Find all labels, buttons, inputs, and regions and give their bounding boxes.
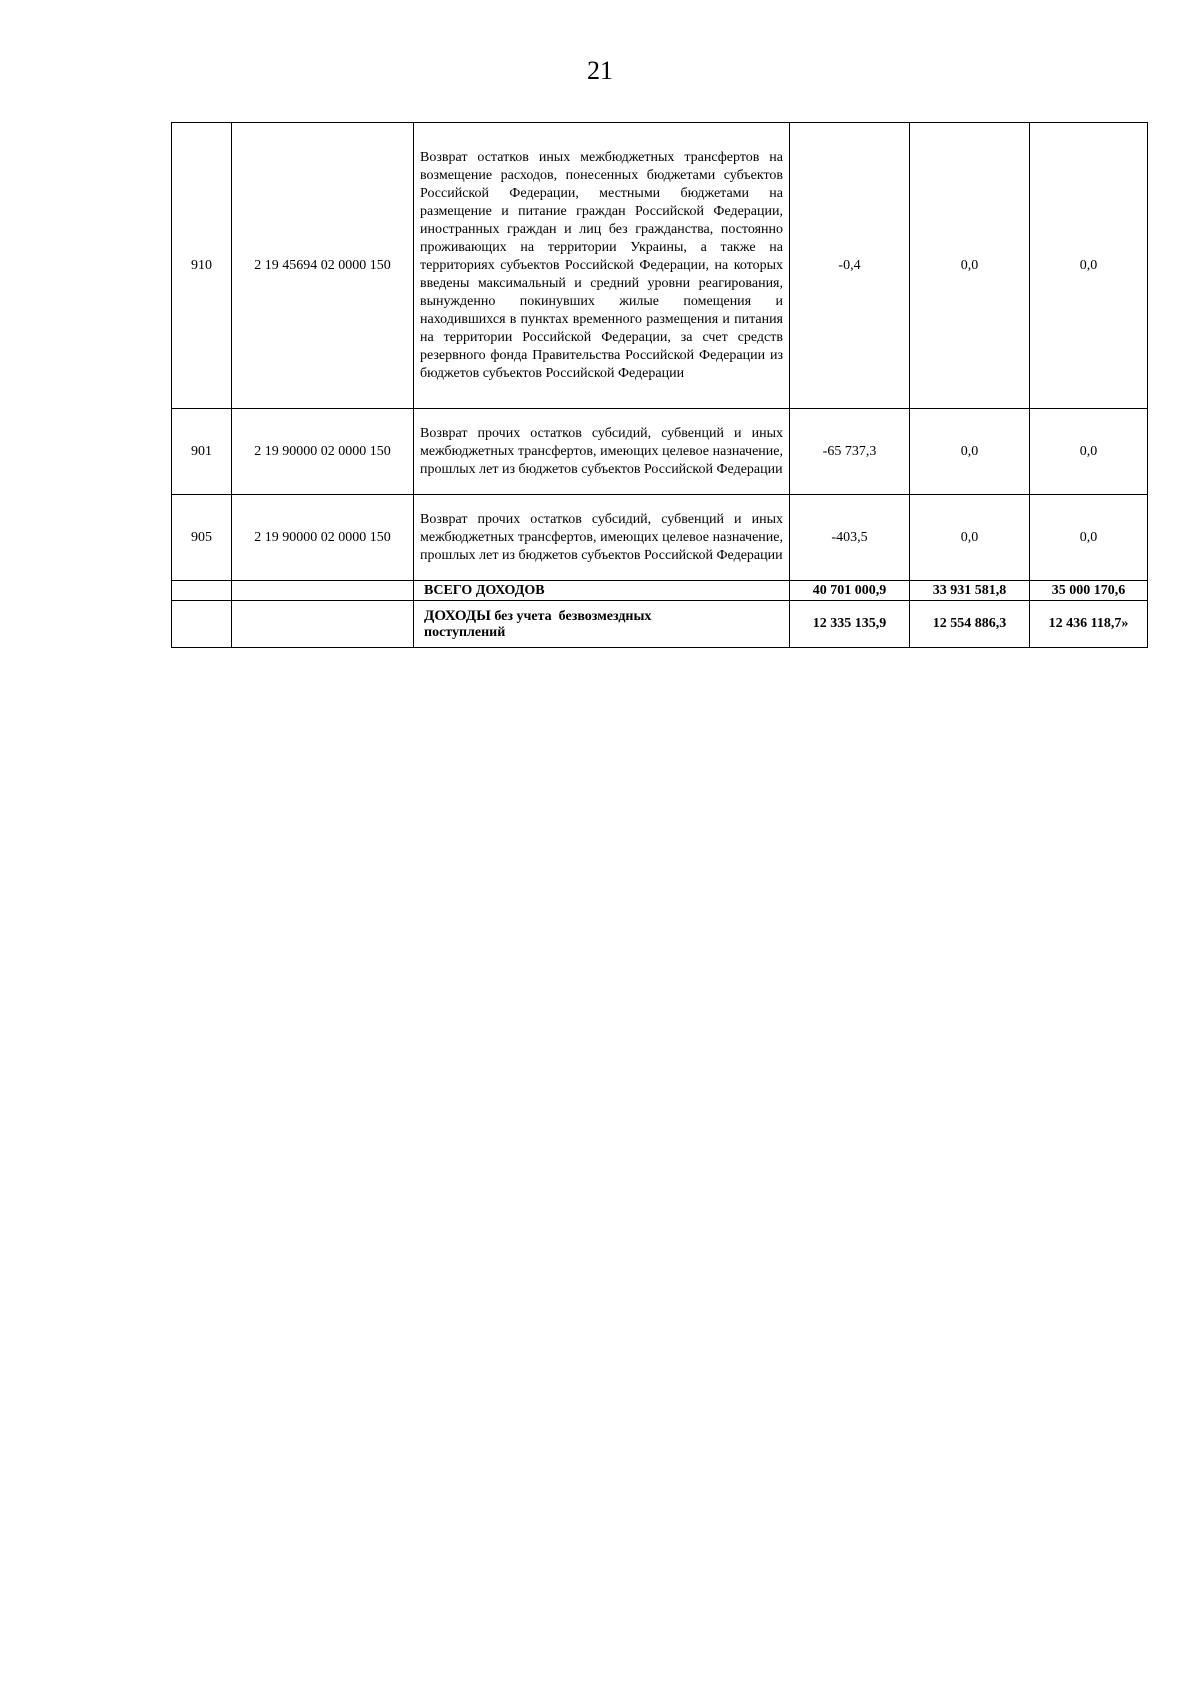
budget-code-cell: 2 19 90000 02 0000 150 [232,495,414,581]
year1-amount-cell: -65 737,3 [790,409,910,495]
year3-amount-cell: 0,0 [1030,409,1148,495]
total-year1-amount: 40 701 000,9 [790,581,910,601]
revenue-table [171,122,1148,648]
non-grant-revenue-label [414,601,790,648]
non-grant-year3-amount: 12 436 118,7» [1030,601,1148,648]
total-revenue-label: ВСЕГО ДОХОДОВ [414,581,790,601]
non-grant-year1-amount: 12 335 135,9 [790,601,910,648]
year1-amount-cell: -0,4 [790,123,910,409]
empty-cell [172,601,232,648]
empty-cell [232,601,414,648]
budget-code-cell: 2 19 45694 02 0000 150 [232,123,414,409]
total-revenue-row [172,581,1148,601]
year2-amount-cell: 0,0 [910,409,1030,495]
year1-amount-cell: -403,5 [790,495,910,581]
budget-code-cell: 2 19 90000 02 0000 150 [232,409,414,495]
empty-cell [232,581,414,601]
year3-amount-cell: 0,0 [1030,123,1148,409]
description-text: Возврат остатков иных межбюджетных трансфертов на возмещение расходов, понесенных бюджетами субъектов Российской Федерации, местными бюджетами на размещение и питание граждан Российской Федерации, иностранных граждан и лиц без гражданства, постоянно проживающих на территории Украины, а также на территориях субъектов Российской Федерации, на которых введены максимальный и средний уровни реагирования, вынужденно покинувших жилые помещения и находившихся в пунктах временного размещения и питания на территории Российской Федерации, за счет средств резервного фонда Правительства Российской Федерации из бюджетов субъектов Российской Федерации [420,149,783,381]
admin-code-cell: 910 [172,123,232,409]
admin-code-cell: 905 [172,495,232,581]
non-grant-label-rest: без учета безвозмездных [494,608,652,624]
description-cell [414,495,790,581]
total-year2-amount: 33 931 581,8 [910,581,1030,601]
total-year3-amount: 35 000 170,6 [1030,581,1148,601]
description-cell [414,409,790,495]
non-grant-year2-amount: 12 554 886,3 [910,601,1030,648]
table-row [172,495,1148,581]
year2-amount-cell: 0,0 [910,123,1030,409]
year3-amount-cell: 0,0 [1030,495,1148,581]
description-text: Возврат прочих остатков субсидий, субвенций и иных межбюджетных трансфертов, имеющих целевое назначение, прошлых лет из бюджетов субъектов Российской Федерации [420,425,783,477]
non-grant-label-rest-2: поступлений [424,624,506,640]
year2-amount-cell: 0,0 [910,495,1030,581]
empty-cell [172,581,232,601]
page-number: 21 [587,56,613,85]
table-row [172,123,1148,409]
non-grant-revenue-row [172,601,1148,648]
description-cell [414,123,790,409]
description-text: Возврат прочих остатков субсидий, субвенций и иных межбюджетных трансфертов, имеющих целевое назначение, прошлых лет из бюджетов субъектов Российской Федерации [420,511,783,563]
admin-code-cell: 901 [172,409,232,495]
table-row [172,409,1148,495]
non-grant-label-strong: ДОХОДЫ [424,607,491,624]
